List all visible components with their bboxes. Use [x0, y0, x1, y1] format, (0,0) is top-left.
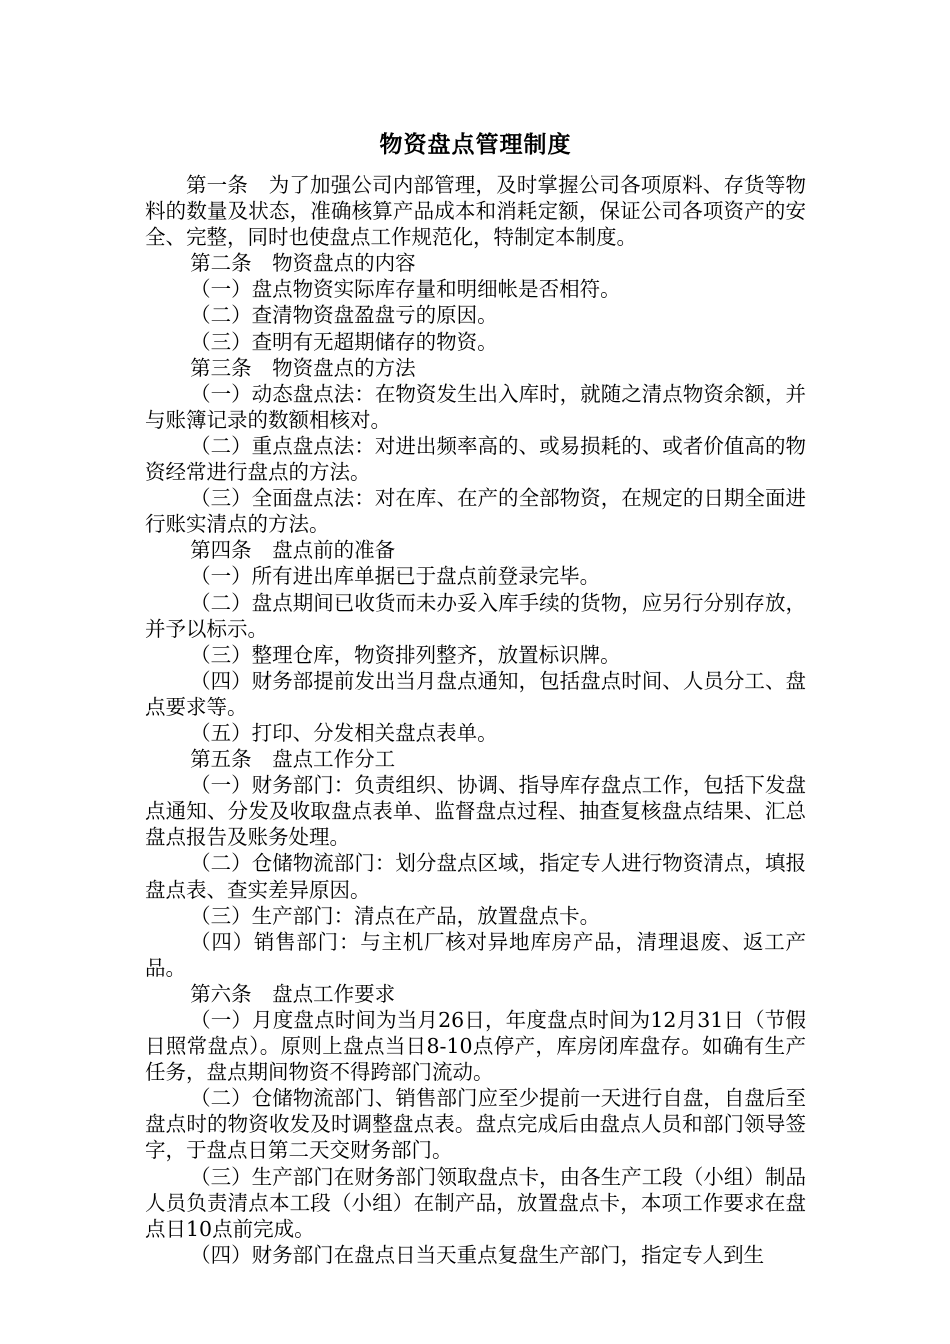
article-6-item-1: （一）月度盘点时间为当月26日，年度盘点时间为12月31日（节假日照常盘点）。原则上盘点当日8-10点停产，库房闭库盘存。如确有生产任务，盘点期间物资不得跨部门流动。	[145, 1008, 806, 1085]
article-3-item-1: （一）动态盘点法：在物资发生出入库时，就随之清点物资余额，并与账簿记录的数额相核对。	[145, 381, 806, 432]
article-2-item-1: （一）盘点物资实际库存量和明细帐是否相符。	[190, 277, 621, 302]
article-2-heading: 第二条 物资盘点的内容	[190, 251, 416, 276]
article-4-item-4: （四）财务部提前发出当月盘点通知，包括盘点时间、人员分工、盘点要求等。	[145, 668, 806, 719]
article-4-item-1: （一）所有进出库单据已于盘点前登录完毕。	[190, 564, 601, 589]
article-2-item-2: （二）查清物资盘盈盘亏的原因。	[190, 303, 498, 328]
article-5-item-3: （三）生产部门：清点在产品，放置盘点卡。	[190, 903, 601, 928]
article-3-heading: 第三条 物资盘点的方法	[190, 355, 416, 380]
article-5-item-2: （二）仓储物流部门：划分盘点区域，指定专人进行物资清点，填报盘点表、查实差异原因。	[145, 851, 806, 902]
article-3-item-2: （二）重点盘点法：对进出频率高的、或易损耗的、或者价值高的物资经常进行盘点的方法。	[145, 433, 806, 485]
article-5-heading: 第五条 盘点工作分工	[190, 747, 396, 772]
article-2-item-3: （三）查明有无超期储存的物资。	[190, 329, 498, 354]
document-body	[145, 172, 806, 1268]
article-4-item-3: （三）整理仓库，物资排列整齐，放置标识牌。	[190, 642, 621, 667]
article-6-item-3: （三）生产部门在财务部门领取盘点卡，由各生产工段（小组）制品人员负责清点本工段（小组）在制产品，放置盘点卡，本项工作要求在盘点日10点前完成。	[145, 1164, 806, 1241]
document-title: 物资盘点管理制度	[379, 131, 572, 158]
article-3-item-3: （三）全面盘点法：对在库、在产的全部物资，在规定的日期全面进行账实清点的方法。	[145, 486, 806, 537]
article-6-heading: 第六条 盘点工作要求	[190, 981, 396, 1006]
article-5-item-4: （四）销售部门：与主机厂核对异地库房产品，清理退废、返工产品。	[145, 929, 806, 980]
article-6-item-4: （四）财务部门在盘点日当天重点复盘生产部门，指定专人到生	[190, 1242, 765, 1267]
article-5-item-1: （一）财务部门：负责组织、协调、指导库存盘点工作，包括下发盘点通知、分发及收取盘点表单、监督盘点过程、抽查复核盘点结果、汇总盘点报告及账务处理。	[145, 773, 806, 850]
article-4-item-2: （二）盘点期间已收货而未办妥入库手续的货物，应另行分别存放，并予以标示。	[145, 590, 806, 641]
article-6-item-2: （二）仓储物流部门、销售部门应至少提前一天进行自盘，自盘后至盘点时的物资收发及时调整盘点表。盘点完成后由盘点人员和部门领导签字，于盘点日第二天交财务部门。	[145, 1086, 806, 1163]
article-4-heading: 第四条 盘点前的准备	[190, 538, 396, 563]
article-4-item-5: （五）打印、分发相关盘点表单。	[190, 720, 498, 745]
article-1: 第一条 为了加强公司内部管理，及时掌握公司各项原料、存货等物料的数量及状态，准确核算产品成本和消耗定额，保证公司各项资产的安全、完整，同时也使盘点工作规范化，特制定本制度。	[145, 173, 806, 250]
